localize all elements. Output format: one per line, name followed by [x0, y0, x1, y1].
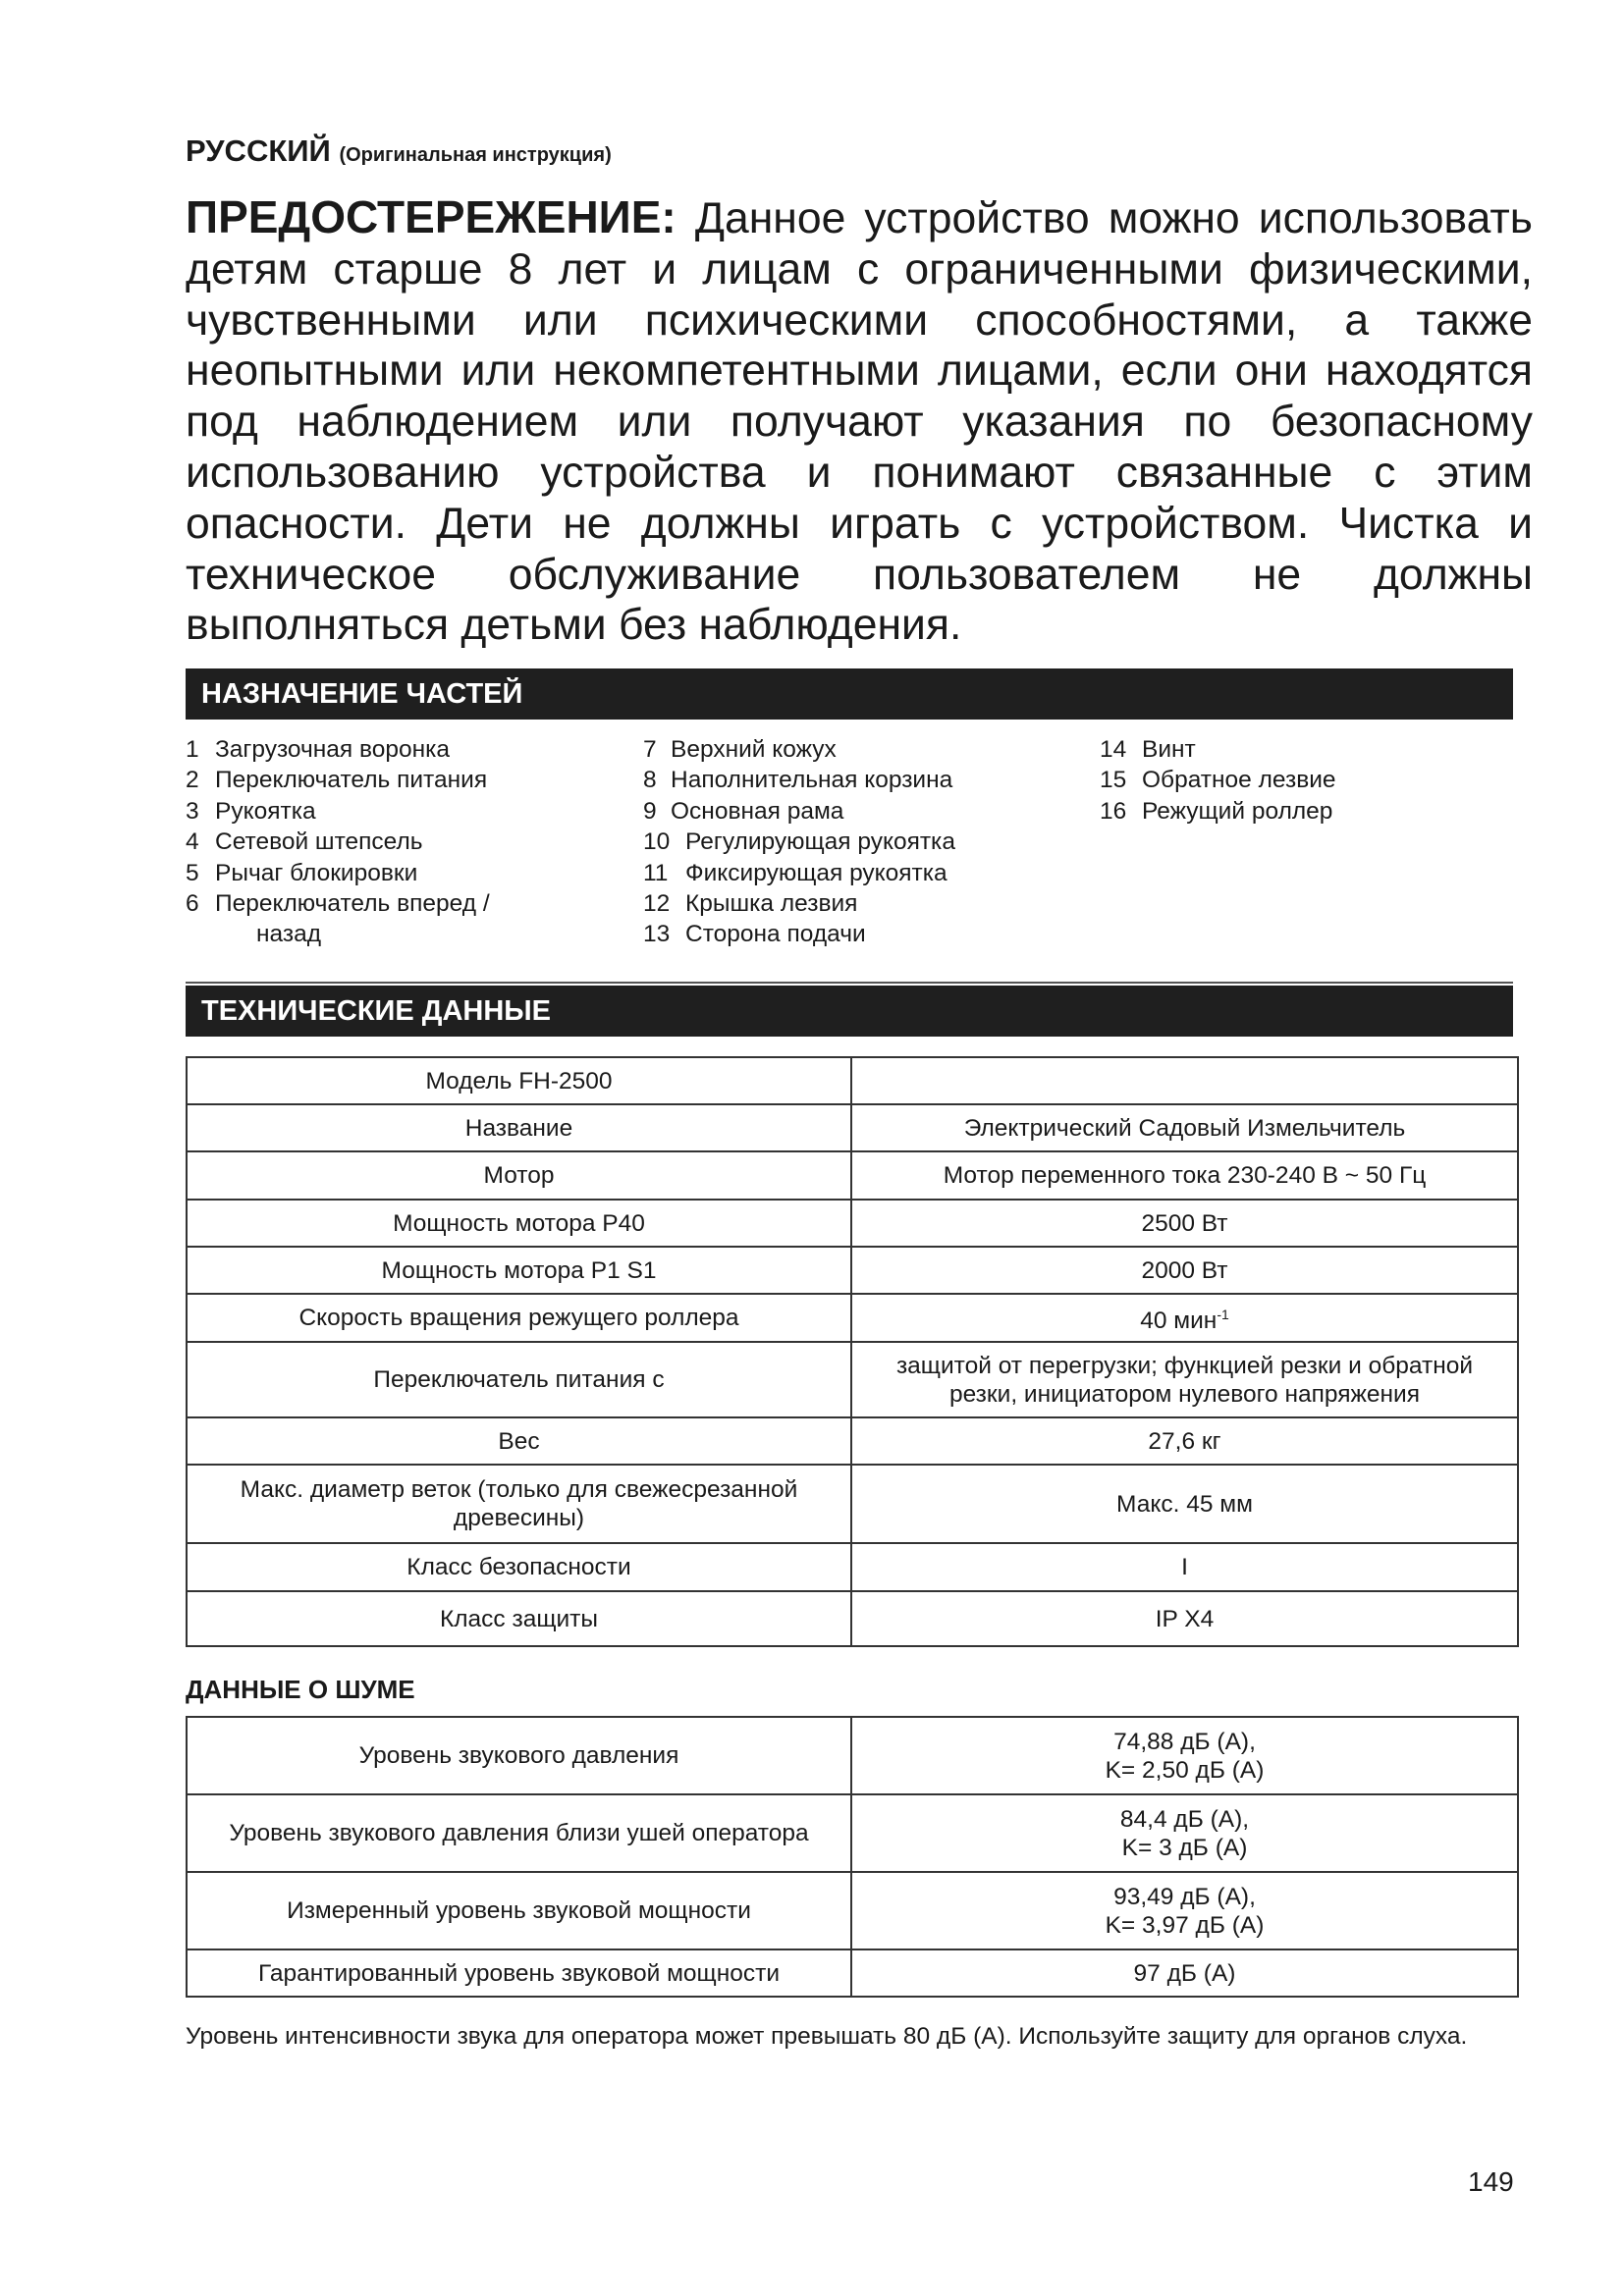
noise-table [186, 1716, 1519, 1998]
table-row: Название Электрический Садовый Измельчитель [187, 1104, 1518, 1151]
table-row: Переключатель питания с защитой от перегрузки; функцией резки и обратной резки, инициатором нулевого напряжения [187, 1342, 1518, 1417]
specs-table [186, 1056, 1519, 1647]
part-item: 4 Сетевой штепсель [186, 828, 423, 856]
part-item: 1 Загрузочная воронка [186, 736, 451, 763]
specs-section-title: ТЕХНИЧЕСКИЕ ДАННЫЕ [201, 995, 552, 1027]
table-row: Уровень звукового давления близи ушей оператора 84,4 дБ (A), K= 3 дБ (A) [187, 1794, 1518, 1872]
part-item: 13 Сторона подачи [643, 921, 866, 948]
warning-label: ПРЕДОСТЕРЕЖЕНИЕ: [186, 191, 677, 242]
warning-paragraph [186, 192, 1533, 651]
table-row: Вес 27,6 кг [187, 1417, 1518, 1465]
warning-text: Данное устройство можно использовать детям старше 8 лет и лицам с ограниченными физическими, чувственными или психическими способностями, а также неопытными или некомпетентными лицами, если они находятся под наблюдением или получают указания по безопасному использованию устройства и понимают связанные с этим опасности. Дети не должны играть с устройством. Чистка и техническое обслуживание пользователем не должны выполняться детьми без наблюдения. [186, 194, 1533, 650]
table-row: Мощность мотора P1 S1 2000 Вт [187, 1247, 1518, 1294]
table-row: Модель FH-2500 [187, 1057, 1518, 1104]
parts-column-1 [186, 734, 490, 950]
language-heading [186, 133, 612, 169]
table-row: Скорость вращения режущего роллера 40 мин$^{-1}$ [187, 1294, 1518, 1342]
part-item-continued: назад [256, 921, 322, 948]
table-row: Класс безопасности I [187, 1543, 1518, 1591]
part-item: 15 Обратное лезвие [1100, 767, 1336, 794]
parts-section-title: НАЗНАЧЕНИЕ ЧАСТЕЙ [201, 678, 523, 710]
page-number: 149 [1468, 2166, 1514, 2197]
parts-column-3 [1100, 734, 1336, 827]
section-divider [186, 982, 1513, 984]
part-item: 9 Основная рама [643, 797, 844, 825]
table-row: Мотор Мотор переменного тока 230-240 В ~ 50 Гц [187, 1151, 1518, 1200]
rpm-exponent: -1 [1217, 1306, 1229, 1322]
part-item: 16 Режущий роллер [1100, 797, 1333, 825]
part-item: 8 Наполнительная корзина [643, 767, 953, 794]
table-row: Мощность мотора P40 2500 Вт [187, 1200, 1518, 1247]
part-item: 6 Переключатель вперед / [186, 889, 490, 917]
table-row: Класс защиты IP X4 [187, 1591, 1518, 1646]
table-row: Гарантированный уровень звуковой мощности 97 дБ (A) [187, 1949, 1518, 1997]
part-item: 14 Винт [1100, 736, 1196, 763]
language-label: РУССКИЙ [186, 133, 331, 168]
noise-footnote: Уровень интенсивности звука для оператора может превышать 80 дБ (A). Используйте защиту для органов слуха. [186, 2023, 1468, 2050]
part-item: 5 Рычаг блокировки [186, 859, 418, 886]
part-item: 11 Фиксирующая рукоятка [643, 859, 947, 886]
table-row: Уровень звукового давления 74,88 дБ (A), K= 2,50 дБ (A) [187, 1717, 1518, 1794]
parts-section-header [186, 668, 1513, 720]
part-item: 2 Переключатель питания [186, 767, 488, 794]
part-item: 10 Регулирующая рукоятка [643, 828, 955, 856]
parts-column-2 [643, 734, 955, 950]
table-row: Макс. диаметр веток (только для свежесрезанной древесины) Макс. 45 мм [187, 1465, 1518, 1543]
noise-section-title: ДАННЫЕ О ШУМЕ [186, 1675, 415, 1704]
part-item: 3 Рукоятка [186, 797, 316, 825]
table-row: Измеренный уровень звуковой мощности 93,49 дБ (A), K= 3,97 дБ (A) [187, 1872, 1518, 1949]
rpm-value: 40 мин [1140, 1308, 1218, 1335]
specs-section-header [186, 986, 1513, 1037]
part-item: 12 Крышка лезвия [643, 889, 858, 917]
language-note: (Оригинальная инструкция) [339, 144, 612, 166]
part-item: 7 Верхний кожух [643, 736, 837, 763]
